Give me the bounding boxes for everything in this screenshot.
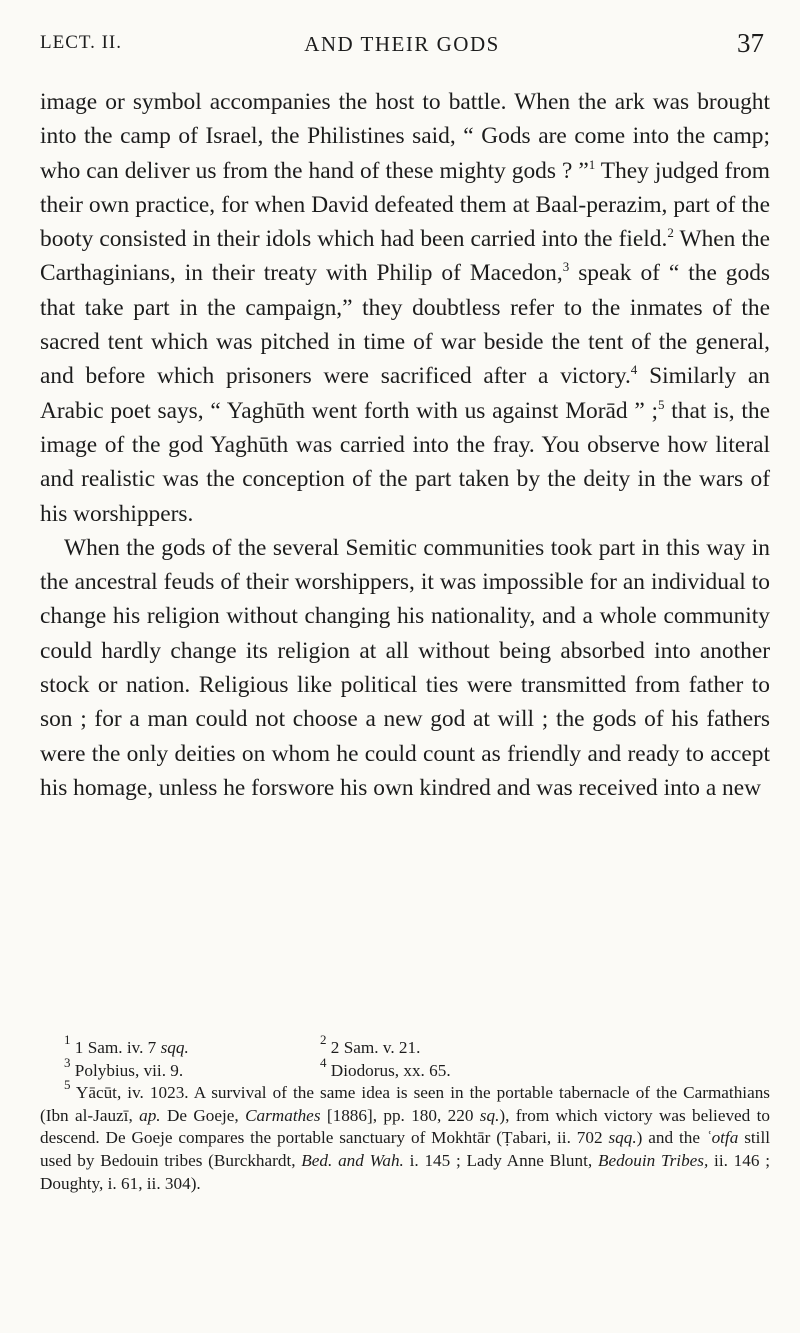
footnote-5: $^5$ Yācūt, iv. 1023. A survival of the same idea is seen in the portable tabernacle of the Carmathians (Ibn al-Jauzī, ap. De Goeje, Carmathes [1886], pp. 180, 220 sq.), from which victory was believed to descend. De Goeje compares the portable sanctuary of Mokhtār (Ṭabari, ii. 702 sqq.) and the ʿotfa still used by Bedouin tribes (Burckhardt, Bed. and Wah. i. 145 ; Lady Anne Blunt, Bedouin Tribes, ii. 146 ; Doughty, i. 61, ii. 304).	[40, 1077, 770, 1193]
running-header	[40, 28, 764, 68]
footnote-ref-1: 1	[588, 156, 596, 172]
footnote-ref-2: 2	[667, 225, 674, 241]
footnote-ref-5: 5	[658, 396, 665, 412]
running-title: AND THEIR GODS	[304, 32, 500, 56]
footnote-row-1	[40, 1032, 770, 1060]
footnote-ref-3: 3	[562, 259, 570, 275]
page-number: 37	[737, 28, 764, 58]
footnote-row-2	[40, 1054, 770, 1083]
footnote-ref-4: 4	[630, 362, 638, 378]
paragraph-1: image or symbol accompanies the host to battle. When the ark was brought into the camp of Israel, the Philistines said, “ Gods are come into the camp; who can deliver us from the hand of these mighty gods ? ”$^1$ They judged from their own practice, for when David defeated them at Baal-perazim, part of the booty consisted in their idols which had been carried into the field.$^2$ When the Carthaginians, in their treaty with Philip of Macedon,$^3$ speak of “ the gods that take part in the campaign,” they doubtless refer to the inmates of the sacred tent which was pitched in time of war beside the tent of the general, and before which prisoners were sacrificed after a victory.$^4$ Similarly an Arabic poet says, “ Yaghūth went forth with us against Morād ” ;$^5$ that is, the image of the god Yaghūth was carried into the fray. You observe how literal and realistic was the conception of the part taken by the deity in the wars of his worshippers.	[40, 89, 771, 527]
footnote-4: $^4$ Diodorus, xx. 65.	[320, 1054, 451, 1080]
footnote-1: $^1$ 1 Sam. iv. 7 sqq.	[64, 1032, 189, 1057]
footnote-3: $^3$ Polybius, vii. 9.	[64, 1054, 184, 1080]
footnotes	[40, 1032, 770, 1195]
footnote-2: $^2$ 2 Sam. v. 21.	[320, 1032, 421, 1057]
lecture-label: LECT. II.	[40, 32, 122, 53]
paragraph-2: When the gods of the several Semitic communities took part in this way in the ancestral feuds of their worshippers, it was impossible for an individual to change his religion without changing his nationality, and a whole community could hardly change its religion at all without being absorbed into another stock or nation. Religious like political ties were transmitted from father to son ; for a man could not choose a new god at will ; the gods of his fathers were the only deities on whom he could count as friendly and ready to accept his homage, unless he forswore his own kindred and was received into a new	[40, 534, 770, 801]
main-text	[40, 85, 770, 805]
